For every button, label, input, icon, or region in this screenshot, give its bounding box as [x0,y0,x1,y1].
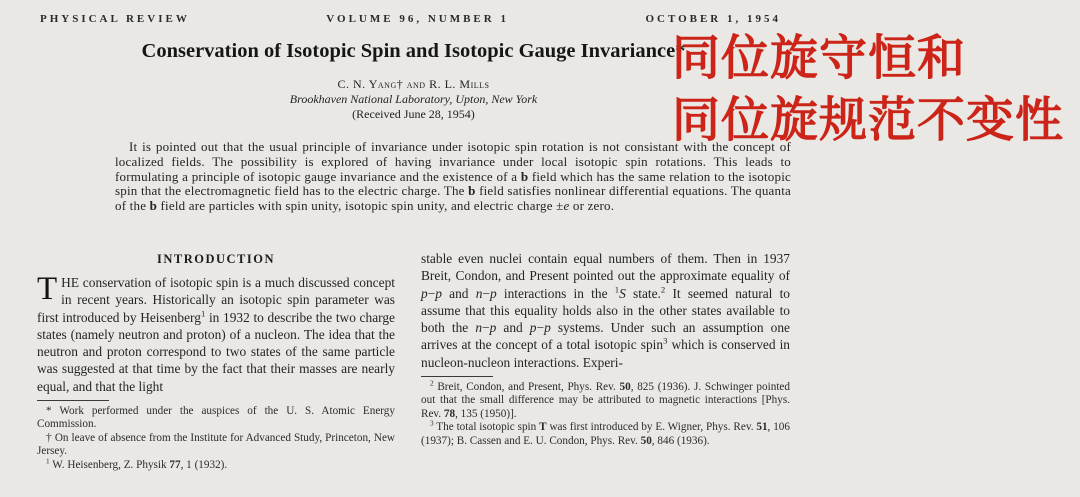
affiliation-line: Brookhaven National Laboratory, Upton, New York [289,92,538,106]
journal-name: PHYSICAL REVIEW [40,13,190,25]
paper-title: Conservation of Isotopic Spin and Isotopic Gauge Invariance* [141,40,686,62]
two-column-body [37,250,790,472]
received-date-line: (Received June 28, 1954) [352,107,475,121]
footnote-dagger: † On leave of absence from the Institute for Advanced Study, Princeton, New Jersey. [37,431,395,458]
annotation-line-2: 同位旋规范不变性 [672,94,1065,147]
footnote-asterisk: * Work performed under the auspices of the U. S. Atomic Energy Commission. [37,405,395,431]
intro-paragraph [37,271,395,395]
journal-header [40,13,781,25]
left-column [37,250,395,472]
volume-issue: VOLUME 96, NUMBER 1 [326,13,509,25]
dropcap-letter: T [37,271,58,307]
annotation-line-1: 同位旋守恒和 [672,32,967,85]
footnote-1: $^1$ W. Heisenberg, Z. Physik 77, 1 (1932). [46,456,228,471]
footnote-3: $^3$ The total isotopic spin T was first introduced by E. Wigner, Phys. Rev. 51, 106 (1937); B. Cassen and E. U. Condon, Phys. Rev. 50, 846 (1936). [421,419,790,447]
issue-date: OCTOBER 1, 1954 [645,13,781,25]
footnotes-right [421,381,790,448]
footnote-2: $^2$ Breit, Condon, and Present, Phys. Rev. 50, 825 (1936). J. Schwinger pointed out that the small difference may be attributed to magnetic interactions [Phys. Rev. 78, 135 (1950)]. [421,379,790,420]
right-column-paragraph: stable even nuclei contain equal numbers of them. Then in 1937 Breit, Condon, and Present pointed out the approximate equality of p−p and n−p interactions in the $^1$S state.$^2$ It seemed natural to assume that this equality holds also in the other states available to both the n−p and p−p systems. Under such an assumption one arrives at the concept of a total isotopic spin$^3$ which is conserved in nucleon-nucleon interactions. Experi- [421,251,791,370]
footnotes-left [37,405,395,472]
footnote-separator-left [37,400,109,401]
authors-line: C. N. Yang† and R. L. Mills [337,77,490,91]
section-heading-introduction: INTRODUCTION [156,252,275,266]
chinese-annotation-overlay [672,28,1064,152]
intro-paragraph-text: HE conservation of isotopic spin is a much discussed concept in recent years. Historically an isotopic spin parameter was first introduced by Heisenberg$^1$ in 1932 to describe the two charge states (namely neutron and proton) of a nucleon. The idea that the neutron and proton correspond to two states of the same particle was suggested at that time by the fact that their masses are nearly equal, and that the light [37,275,395,394]
abstract-paragraph: It is pointed out that the usual principle of invariance under isotopic spin rotation is not consistant with the concept of localized fields. The possibility is explored of having invariance under local isotopic spin rotations. This leads to formulating a principle of isotopic gauge invariance and the existence of a b field which has the same relation to the isotopic spin that the electromagnetic field has to the electric charge. The b field satisfies nonlinear differential equations. The quanta of the b field are particles with spin unity, isotopic spin unity, and electric charge ±e or zero. [115,139,791,214]
footnote-separator-right [421,376,493,377]
right-column [421,250,790,472]
